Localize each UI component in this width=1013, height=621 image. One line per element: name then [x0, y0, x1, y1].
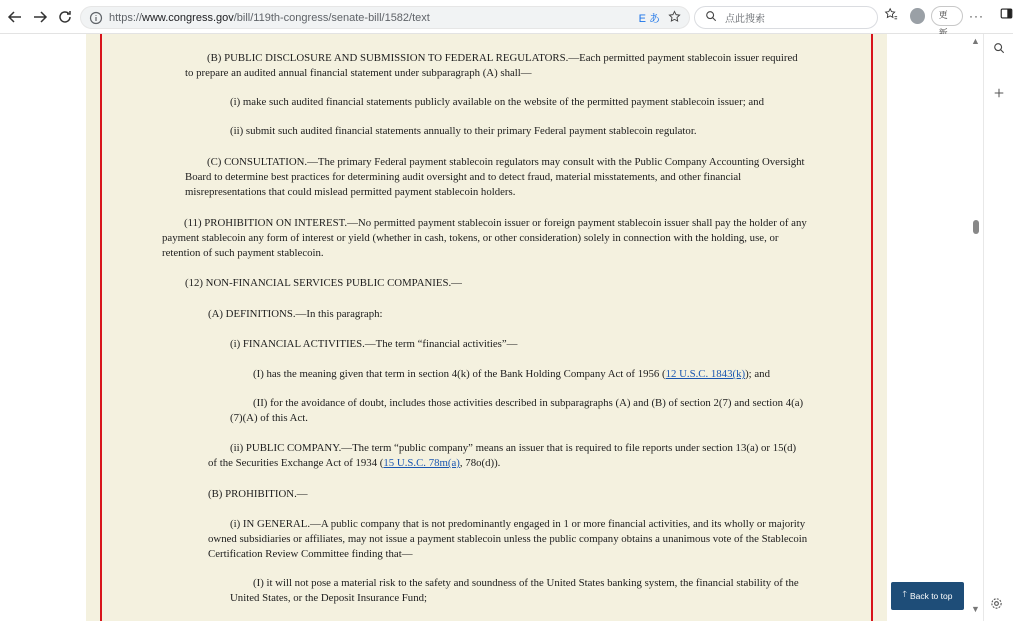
search-icon	[705, 9, 717, 27]
bill-paragraph: (11) PROHIBITION ON INTEREST.—No permitted payment stablecoin issuer or foreign payment stablecoin issuer shall pay the holder of any payment stablecoin any form of interest or yield (whether in cash, tokens, or other consideration) solely in connection with the holding, use, or retention of such payment stablecoin.	[162, 217, 807, 259]
bill-paragraph: (II) for the avoidance of doubt, includes those activities described in subparagraphs (A) and (B) of section 2(7) and section 4(a)(7)(A) of this Act.	[230, 397, 804, 424]
read-aloud-icon[interactable]: E あ	[638, 13, 660, 25]
usc-link-78m[interactable]: 15 U.S.C. 78m(a)	[383, 457, 460, 469]
bill-paragraph: (I) it will not pose a material risk to the safety and soundness of the United States banking system, the financial stability of the United States, or the Deposit Insurance Fund;	[230, 577, 799, 604]
back-arrow-icon[interactable]	[4, 6, 26, 28]
page-viewport	[0, 34, 983, 621]
favorites-icon[interactable]	[884, 7, 898, 26]
search-placeholder: 点此搜索	[725, 14, 765, 25]
usc-link-1843k[interactable]: 12 U.S.C. 1843(k)	[665, 368, 746, 380]
margin-line-left	[100, 34, 102, 621]
bill-paragraph: (12) NON-FINANCIAL SERVICES PUBLIC COMPANIES.—	[185, 277, 462, 289]
search-box[interactable]	[694, 6, 878, 29]
bill-paragraph: (B) PROHIBITION.—	[208, 488, 308, 500]
add-icon[interactable]	[991, 85, 1007, 101]
bill-paragraph: (C) CONSULTATION.—The primary Federal payment stablecoin regulators may consult with the Public Company Accounting Oversight Board to determine best practices for determining audit oversight and to detect fraud, material misstatements, and other financial misrepresentations that could mislead permitted payment stablecoin holders.	[185, 156, 805, 198]
bill-paragraph: (I) has the meaning given that term in section 4(k) of the Bank Holding Company Act of 1956 (12 U.S.C. 1843(k)); and	[253, 368, 770, 380]
scroll-down-arrow-icon[interactable]: ▼	[971, 604, 980, 614]
scrollbar-thumb[interactable]	[973, 220, 979, 234]
bill-paragraph: (ii) submit such audited financial statements annually to their primary Federal payment stablecoin regulator.	[230, 125, 697, 137]
margin-line-right	[871, 34, 873, 621]
favorite-star-icon[interactable]	[668, 10, 681, 26]
site-info-icon[interactable]	[89, 11, 103, 25]
more-menu-icon[interactable]: ···	[969, 9, 984, 23]
sidebar-toggle-icon[interactable]	[1000, 7, 1013, 25]
arrow-up-icon: 🡑	[902, 589, 907, 599]
bill-paragraph: (ii) PUBLIC COMPANY.—The term “public company” means an issuer that is required to file reports under section 13(a) or 15(d) of the Securities Exchange Act of 1934 (15 U.S.C. 78m(a), 78o(d)).	[208, 442, 797, 469]
back-to-top-button[interactable]: 🡑 Back to top	[891, 582, 964, 610]
settings-gear-icon[interactable]	[990, 597, 1004, 611]
profile-avatar[interactable]	[910, 8, 925, 24]
url-text: https://www.congress.gov/bill/119th-congress/senate-bill/1582/text	[109, 11, 430, 24]
bill-paragraph: (i) IN GENERAL.—A public company that is not predominantly engaged in 1 or more financial activities, and its wholly or majority owned subsidiaries or affiliates, may not issue a payment stablecoin unless the public company obtains a unanimous vote of the Stablecoin Certification Review Committee finding that—	[208, 518, 808, 560]
refresh-icon[interactable]	[54, 6, 76, 28]
address-bar[interactable]	[80, 6, 690, 29]
browser-side-panel	[983, 34, 1013, 621]
bill-paragraph: (i) FINANCIAL ACTIVITIES.—The term “financial activities”—	[230, 338, 518, 350]
forward-arrow-icon[interactable]	[29, 6, 51, 28]
scroll-up-arrow-icon[interactable]: ▲	[971, 36, 980, 46]
bill-paragraph: (i) make such audited financial statements publicly available on the website of the permitted payment stablecoin issuer; and	[230, 96, 764, 108]
bill-paragraph: (B) PUBLIC DISCLOSURE AND SUBMISSION TO FEDERAL REGULATORS.—Each permitted payment stablecoin issuer required to prepare an audited annual financial statement under subparagraph (A) shall—	[185, 52, 798, 79]
bill-paragraph: (A) DEFINITIONS.—In this paragraph:	[208, 308, 383, 320]
update-button[interactable]: 更	[931, 6, 963, 26]
browser-toolbar	[0, 0, 1013, 34]
side-search-icon[interactable]	[991, 40, 1007, 56]
